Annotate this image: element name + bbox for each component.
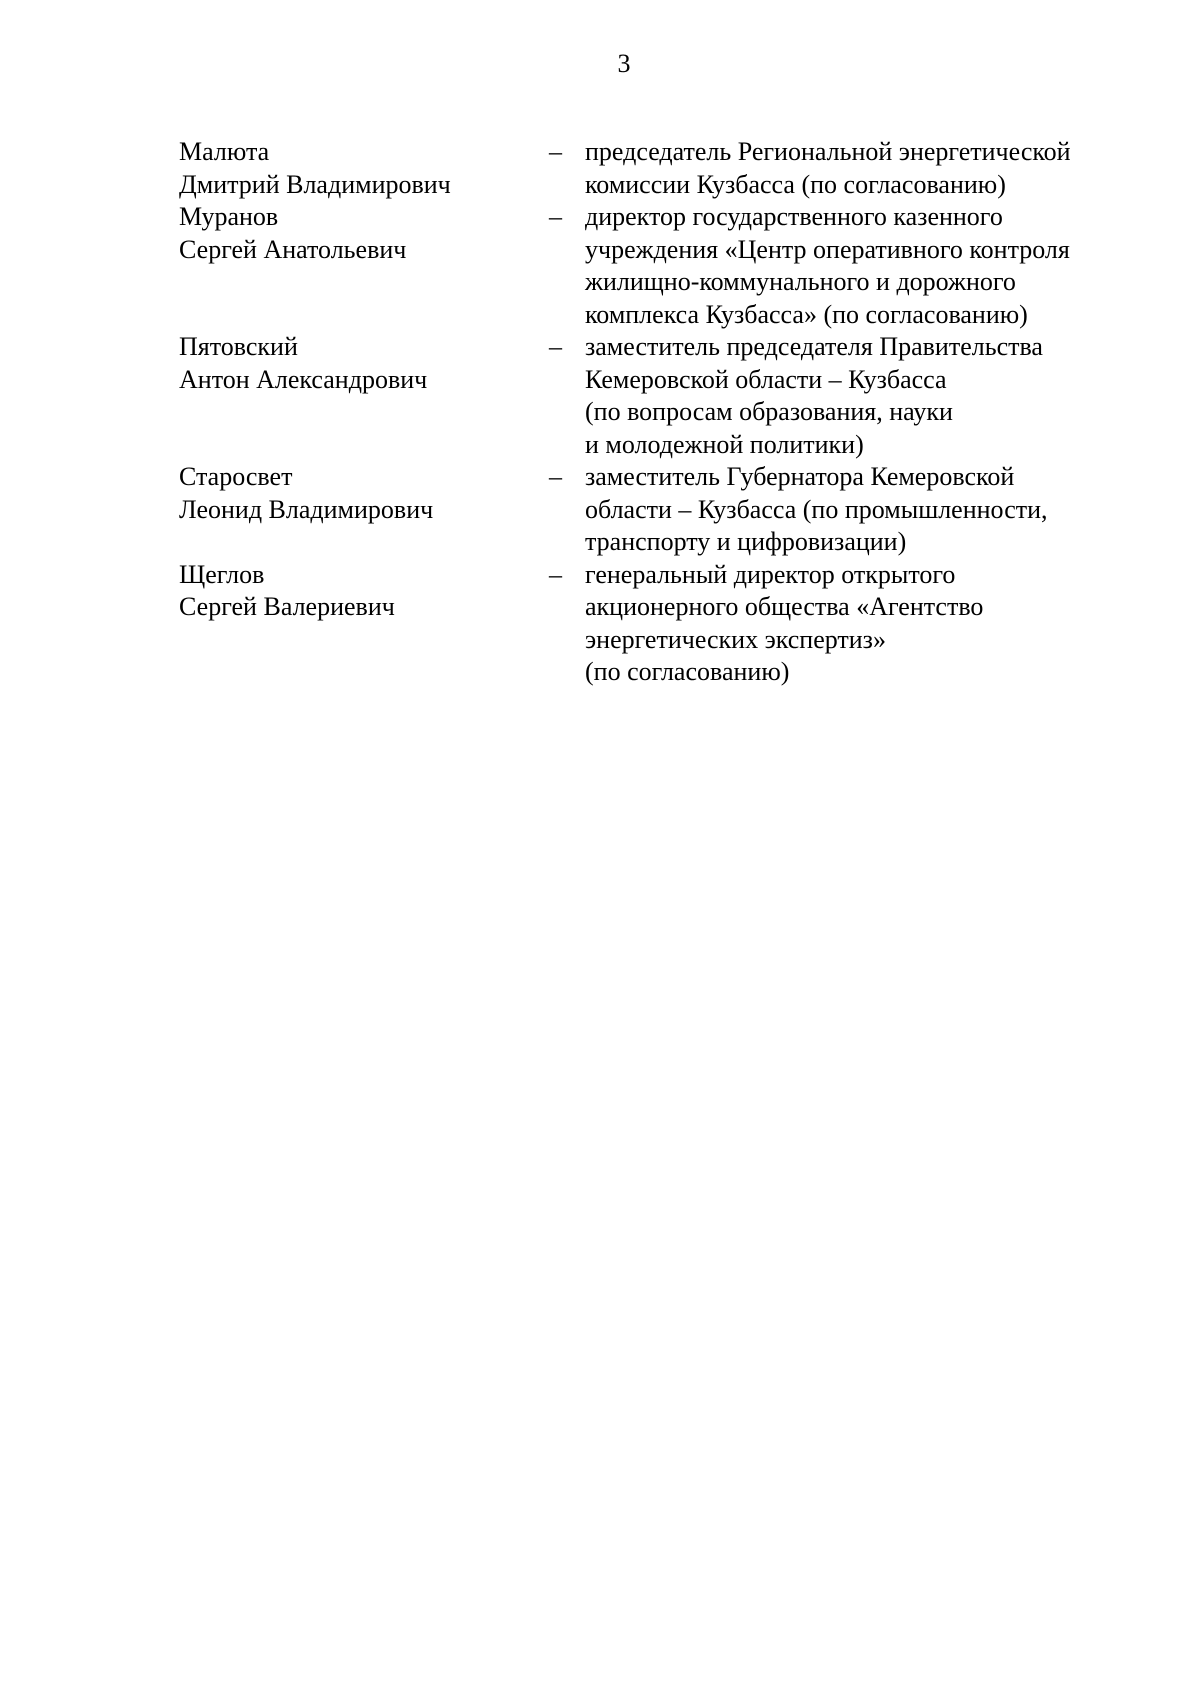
- member-given-names: Леонид Владимирович: [179, 494, 434, 524]
- role-line: и молодежной политики): [585, 429, 864, 459]
- member-roster: [179, 136, 1129, 689]
- member-name: [179, 461, 549, 559]
- role-line: области – Кузбасса (по промышленности,: [585, 494, 1048, 524]
- role-line: Кемеровской области – Кузбасса: [585, 364, 947, 394]
- role-line: директор государственного казенного: [585, 202, 1003, 231]
- role-line: учреждения «Центр оперативного контроля: [585, 234, 1070, 264]
- role-line: (по вопросам образования, науки: [585, 397, 953, 426]
- member-surname: Малюта: [179, 137, 270, 166]
- member-given-names: Сергей Валериевич: [179, 592, 395, 621]
- member-name: [179, 136, 549, 201]
- member-name: [179, 331, 549, 461]
- role-line: акционерного общества «Агентство: [585, 592, 984, 621]
- role-line: заместитель Губернатора Кемеровской: [585, 462, 1015, 491]
- member-name: [179, 559, 549, 689]
- member-given-names: Дмитрий Владимирович: [179, 169, 451, 199]
- member-role: [585, 461, 1129, 559]
- member-surname: Старосвет: [179, 462, 293, 491]
- role-line: генеральный директор открытого: [585, 559, 956, 589]
- role-line: председатель Региональной энергетической: [585, 137, 1071, 166]
- member-surname: Муранов: [179, 202, 279, 231]
- dash-separator: –: [549, 559, 562, 589]
- member-role: [585, 201, 1129, 331]
- member-surname: Щеглов: [179, 559, 265, 589]
- member-entry: [179, 461, 1129, 559]
- member-given-names: Антон Александрович: [179, 364, 428, 394]
- member-role: [585, 559, 1129, 689]
- member-entry: [179, 201, 1129, 331]
- dash-separator: –: [549, 202, 562, 231]
- role-line: заместитель председателя Правительства: [585, 332, 1043, 361]
- role-line: жилищно-коммунального и дорожного: [585, 267, 1016, 296]
- member-given-names: Сергей Анатольевич: [179, 234, 407, 264]
- member-entry: [179, 559, 1129, 689]
- member-role: [585, 331, 1129, 461]
- role-line: комплекса Кузбасса» (по согласованию): [585, 299, 1028, 329]
- role-line: энергетических экспертиз»: [585, 624, 886, 654]
- member-entry: [179, 331, 1129, 461]
- dash-separator: –: [549, 137, 562, 166]
- page-number: 3: [617, 49, 631, 78]
- dash-separator: –: [549, 332, 562, 361]
- dash-separator: –: [549, 462, 562, 491]
- role-line: комиссии Кузбасса (по согласованию): [585, 169, 1006, 199]
- member-role: [585, 136, 1129, 201]
- member-name: [179, 201, 549, 331]
- role-line: транспорту и цифровизации): [585, 527, 907, 556]
- role-line: (по согласованию): [585, 657, 790, 686]
- member-entry: [179, 136, 1129, 201]
- member-surname: Пятовский: [179, 332, 298, 361]
